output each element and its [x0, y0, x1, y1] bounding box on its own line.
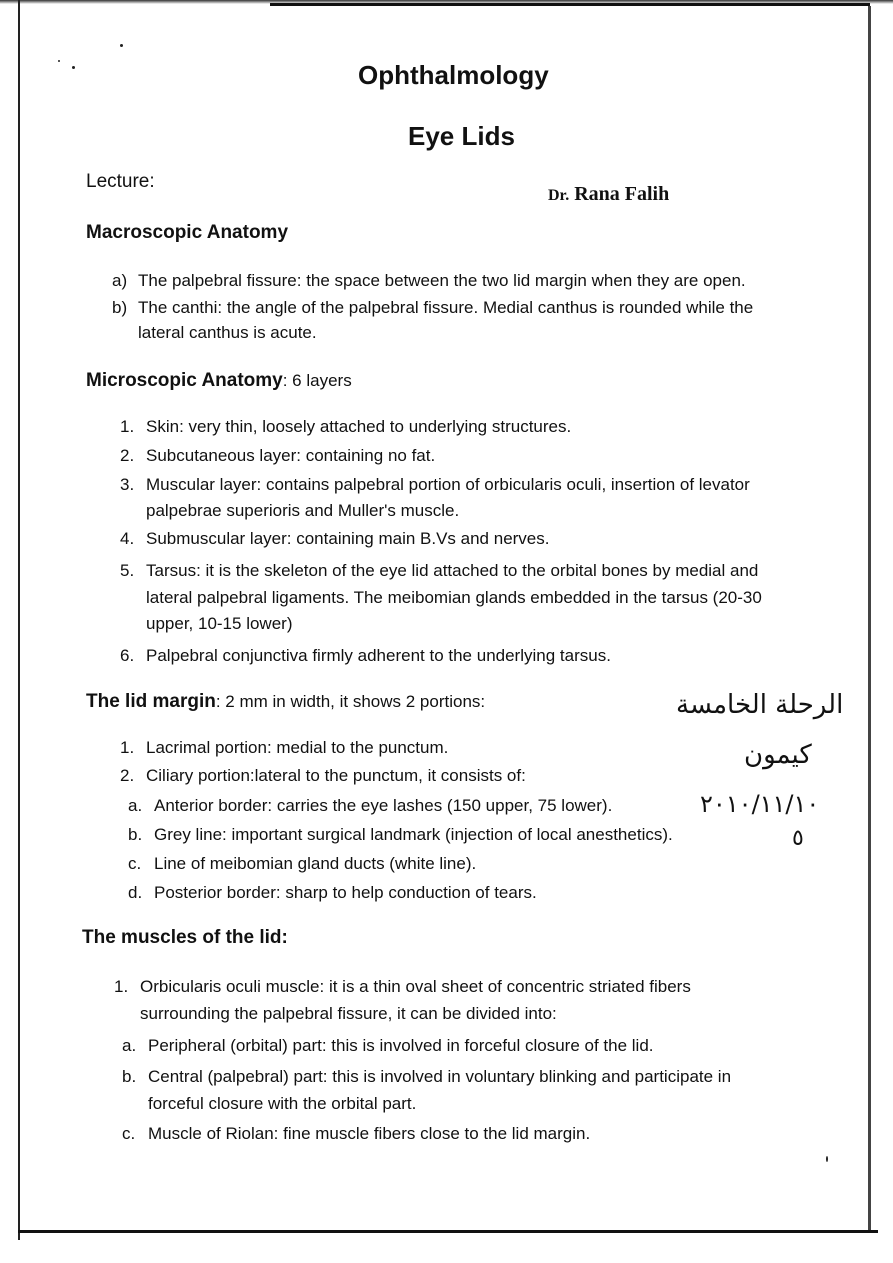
- section-heading-muscles: [82, 927, 288, 949]
- scan-edge: [868, 6, 871, 1232]
- list-marker: a.: [128, 796, 143, 815]
- lecture-label: Lecture:: [86, 171, 155, 192]
- list-item-text: Central (palpebral) part: this is involved in voluntary blinking and participate in: [148, 1067, 732, 1086]
- section-heading-macroscopic: Macroscopic Anatomy: [86, 222, 289, 243]
- list-item-text: Submuscular layer: containing main B.Vs and nerves.: [146, 529, 550, 548]
- scan-speck: [58, 60, 60, 62]
- scan-speck: [120, 44, 123, 47]
- list-marker: 1.: [120, 738, 135, 757]
- heading-text: The muscles of the lid: [82, 927, 282, 948]
- list-item-text: Muscle of Riolan: fine muscle fibers close to the lid margin.: [148, 1124, 591, 1143]
- list-item-text: Skin: very thin, loosely attached to underlying structures.: [146, 417, 572, 436]
- list-item-text: Posterior border: sharp to help conduction of tears.: [154, 883, 537, 902]
- list-item: [120, 765, 526, 787]
- heading-suffix: : 2 mm in width, it shows 2 portions:: [215, 692, 486, 711]
- sub-list-item: [128, 795, 612, 817]
- scan-edge: [270, 3, 870, 6]
- section-heading-lid-margin: [86, 691, 485, 713]
- list-item-text: Orbicularis oculi muscle: it is a thin oval sheet of concentric striated fibers: [140, 977, 691, 996]
- list-marker: 6.: [120, 646, 135, 665]
- list-item-continuation: lateral canthus is acute.: [138, 323, 317, 342]
- heading-suffix: : 6 layers: [282, 371, 352, 390]
- list-item-text: The canthi: the angle of the palpebral fissure. Medial canthus is rounded while the: [138, 298, 754, 317]
- list-item-continuation: surrounding the palpebral fissure, it can be divided into:: [140, 1004, 557, 1023]
- list-item: [112, 270, 746, 292]
- list-item: [112, 297, 753, 319]
- scan-edge: [18, 1230, 878, 1233]
- handwritten-note: الرحلة الخامسة: [676, 690, 844, 720]
- list-marker: d.: [128, 883, 143, 902]
- handwritten-date: ٢٠١٠/١١/١٠: [700, 790, 820, 818]
- list-item: [120, 560, 758, 582]
- list-marker: 2.: [120, 446, 135, 465]
- list-marker: a.: [122, 1036, 137, 1055]
- scan-edge: [18, 0, 20, 1240]
- handwritten-page-number: ٥: [792, 826, 804, 851]
- list-marker: 3.: [120, 475, 135, 494]
- list-marker: 5.: [120, 561, 135, 580]
- list-marker: a): [112, 271, 128, 290]
- list-item-text: Lacrimal portion: medial to the punctum.: [146, 738, 449, 757]
- doctor-prefix: Dr.: [548, 187, 570, 204]
- list-item: [120, 737, 448, 759]
- heading-text: The lid margin: [86, 691, 216, 712]
- list-marker: 2.: [120, 766, 135, 785]
- doctor-name: Rana Falih: [574, 183, 670, 205]
- list-item: [120, 528, 549, 550]
- list-item-text: The palpebral fissure: the space between the two lid margin when they are open.: [138, 271, 746, 290]
- list-item-text: Anterior border: carries the eye lashes (150 upper, 75 lower).: [154, 796, 613, 815]
- heading-text: Microscopic Anatomy: [86, 370, 283, 391]
- list-item-continuation: lateral palpebral ligaments. The meibomian glands embedded in the tarsus (20-30: [146, 588, 762, 607]
- list-item-continuation: palpebrae superioris and Muller's muscle.: [146, 501, 460, 520]
- list-marker: c.: [122, 1124, 136, 1143]
- list-item: [120, 445, 435, 467]
- sub-list-item: [122, 1066, 731, 1088]
- scan-speck: [826, 1156, 828, 1162]
- list-item-text: Subcutaneous layer: containing no fat.: [146, 446, 436, 465]
- list-marker: 1.: [114, 977, 129, 996]
- list-marker: b.: [128, 825, 143, 844]
- sub-list-item: [128, 853, 476, 875]
- list-item: [120, 474, 750, 496]
- document-topic: Eye Lids: [408, 121, 515, 151]
- list-item: [120, 645, 611, 667]
- list-item-text: Tarsus: it is the skeleton of the eye lid attached to the orbital bones by medial and: [146, 561, 759, 580]
- list-marker: 4.: [120, 529, 135, 548]
- scan-speck: [72, 66, 75, 69]
- list-item-continuation: upper, 10-15 lower): [146, 614, 293, 633]
- document-subject: Ophthalmology: [358, 60, 549, 90]
- list-item-continuation: forceful closure with the orbital part.: [148, 1094, 417, 1113]
- list-item: [120, 416, 571, 438]
- list-item-text: Peripheral (orbital) part: this is involved in forceful closure of the lid.: [148, 1036, 654, 1055]
- list-item-text: Ciliary portion:lateral to the punctum, it consists of:: [146, 766, 526, 785]
- list-item-text: Muscular layer: contains palpebral portion of orbicularis oculi, insertion of levator: [146, 475, 750, 494]
- list-marker: b): [112, 298, 128, 317]
- sub-list-item: [122, 1035, 654, 1057]
- sub-list-item: [128, 824, 673, 846]
- sub-list-item: [128, 882, 537, 904]
- doctor-credit: [548, 183, 669, 206]
- section-heading-microscopic: [86, 370, 352, 392]
- list-item-text: Line of meibomian gland ducts (white line).: [154, 854, 477, 873]
- list-marker: c.: [128, 854, 142, 873]
- list-marker: 1.: [120, 417, 135, 436]
- list-item: [114, 976, 691, 998]
- heading-suffix: :: [281, 927, 288, 948]
- handwritten-note: كيمون: [744, 740, 812, 770]
- list-item-text: Palpebral conjunctiva firmly adherent to the underlying tarsus.: [146, 646, 611, 665]
- list-item-text: Grey line: important surgical landmark (injection of local anesthetics).: [154, 825, 673, 844]
- list-marker: b.: [122, 1067, 137, 1086]
- sub-list-item: [122, 1123, 590, 1145]
